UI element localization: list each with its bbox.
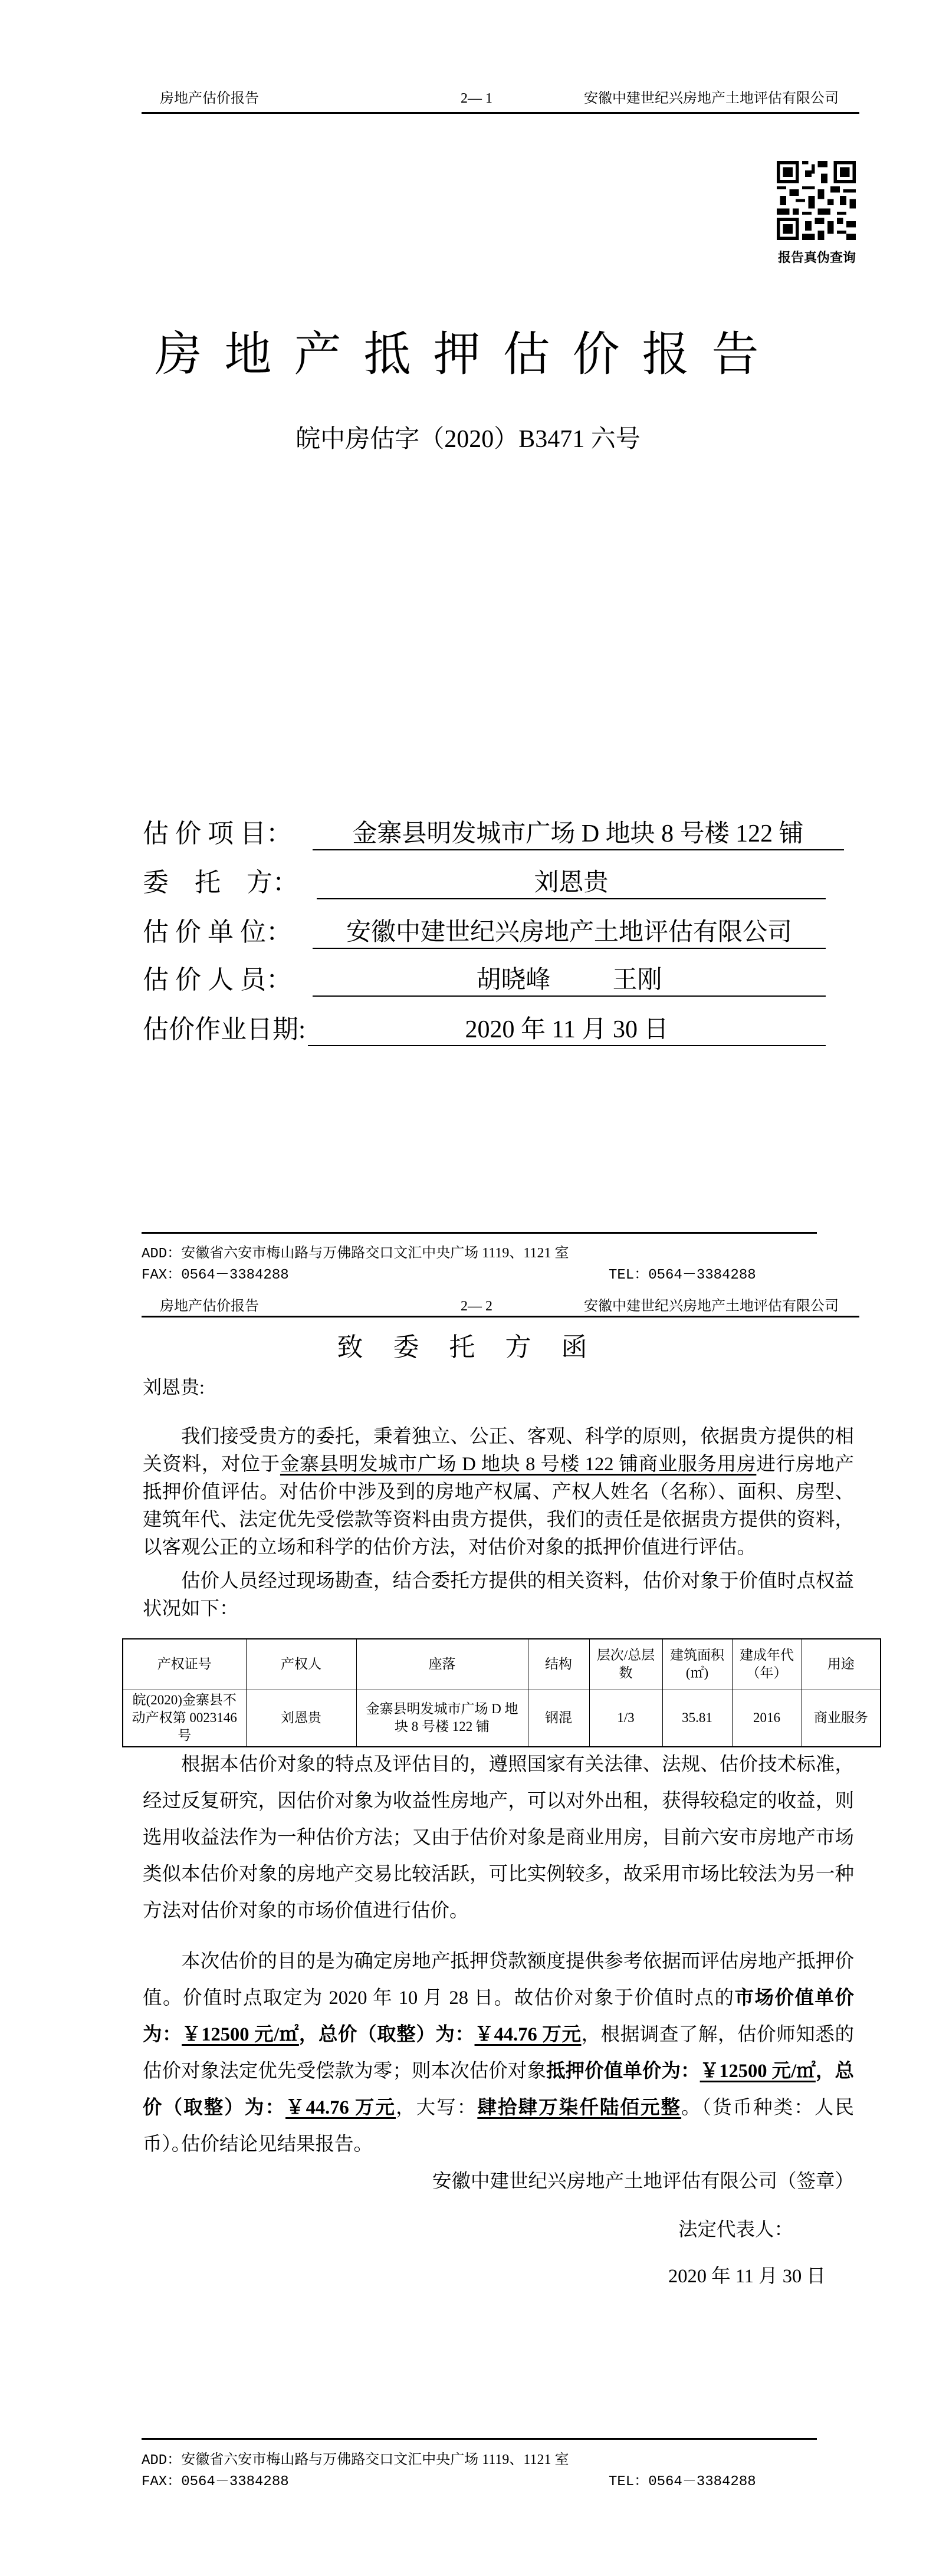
field-label: 估价作业日期: xyxy=(143,1015,306,1044)
footer-tel: TEL：0564－3384288 xyxy=(609,2474,756,2490)
cell: 皖(2020)金寨县不动产权第 0023146 号 xyxy=(123,1690,246,1747)
mortgage-total-price: ￥44.76 万元 xyxy=(285,2097,396,2118)
footer-address-text: 安徽省六安市梅山路与万佛路交口文汇中央广场 1119、1121 室 xyxy=(181,2452,569,2467)
market-unit-price: ￥12500 元/㎡ xyxy=(182,2024,299,2045)
footer-address-text: 安徽省六安市梅山路与万佛路交口文汇中央广场 1119、1121 室 xyxy=(181,1246,569,1261)
header-rule xyxy=(142,1316,859,1317)
amount-in-words: 肆拾肆万柒仟陆佰元整 xyxy=(477,2097,682,2118)
col-header: 层次/总层数 xyxy=(589,1639,662,1690)
letter-title: 致 委 托 方 函 xyxy=(337,1333,599,1362)
letter-paragraph-1 xyxy=(143,1423,854,1562)
page-number: 2— 1 xyxy=(461,91,492,106)
report-title: 房地产抵押估价报告 xyxy=(155,329,781,381)
field-value: 胡晓峰 王刚 xyxy=(476,967,662,994)
text: 。（货币种类：人民币）。 xyxy=(143,2097,854,2155)
col-header: 结构 xyxy=(528,1639,589,1690)
field-value: 刘恩贵 xyxy=(534,869,609,896)
header-left: 房地产估价报告 xyxy=(160,1299,259,1314)
footer-rule xyxy=(142,2438,817,2440)
mortgage-value-label: 抵押价值单价为： xyxy=(546,2061,700,2082)
market-value-label: 市场价值单价为： xyxy=(143,1987,854,2045)
footer-rule xyxy=(142,1232,817,1234)
cell: 2016 xyxy=(732,1690,802,1747)
cell: 1/3 xyxy=(589,1690,662,1747)
field-label: 估 价 项 目： xyxy=(143,819,292,848)
footer-address xyxy=(142,2451,569,2470)
field-underline xyxy=(308,1045,826,1046)
cell: 钢混 xyxy=(528,1690,589,1747)
col-header: 建成年代（年） xyxy=(732,1639,802,1690)
signature-company: 安徽中建世纪兴房地产土地评估有限公司（签章） xyxy=(432,2171,854,2192)
table-row xyxy=(123,1690,881,1747)
footer-fax: FAX：0564－3384288 xyxy=(142,2474,289,2490)
footer-add-label: ADD： xyxy=(142,1246,182,1262)
table-header-row xyxy=(123,1639,881,1690)
field-label: 委 托 方： xyxy=(143,868,298,897)
field-value: 2020 年 11 月 30 日 xyxy=(465,1016,669,1043)
field-underline xyxy=(313,849,844,850)
header-right: 安徽中建世纪兴房地产土地评估有限公司 xyxy=(584,1299,839,1314)
header-rule xyxy=(142,112,859,114)
report-number: 皖中房估字（2020）B3471 六号 xyxy=(295,426,641,453)
field-value: 安徽中建世纪兴房地产土地评估有限公司 xyxy=(346,919,792,946)
cell: 金寨县明发城市广场 D 地块 8 号楼 122 铺 xyxy=(356,1690,528,1747)
header-left: 房地产估价报告 xyxy=(160,91,259,106)
footer-tel: TEL：0564－3384288 xyxy=(609,1267,756,1283)
cell: 刘恩贵 xyxy=(246,1690,356,1747)
footer-add-label: ADD： xyxy=(142,2453,182,2469)
text: 进行房地产抵押价值评估。对估价中涉及到的房地产权属、产权人姓名（名称）、面积、房型、建筑年代、法定优先受偿款等资料由贵方提供，我们的责任是依据贵方提供的资料，以客观公正的立场和科学的估价方法，对估价对象的抵押价值进行评估。 xyxy=(143,1454,854,1558)
cell: 商业服务 xyxy=(802,1690,881,1747)
qr-label: 报告真伪查询 xyxy=(777,250,856,265)
col-header: 座落 xyxy=(356,1639,528,1690)
text: ，总价（取整）为： xyxy=(298,2024,475,2045)
mortgage-unit-price: ￥12500 元/㎡ xyxy=(699,2061,816,2082)
footer-address xyxy=(142,1244,569,1263)
market-total-price: ￥44.76 万元 xyxy=(474,2024,582,2045)
field-underline xyxy=(313,995,826,997)
letter-salutation: 刘恩贵: xyxy=(143,1376,205,1398)
page-number: 2— 2 xyxy=(461,1299,492,1314)
field-label: 估 价 人 员： xyxy=(143,965,292,994)
col-header: 建筑面积(㎡) xyxy=(662,1639,732,1690)
footer-fax: FAX：0564－3384288 xyxy=(142,1267,289,1283)
letter-paragraph-3: 根据本估价对象的特点及评估目的，遵照国家有关法律、法规、估价技术标准，经过反复研究，因估价对象为收益性房地产，可以对外出租，获得较稳定的收益，则选用收益法作为一种估价方法；又由于估价对象是商业用房，目前六安市房地产市场类似本估价对象的房地产交易比较活跃，可比实例较多，故采用市场比较法为另一种方法对估价对象的市场价值进行估价。 xyxy=(143,1754,854,1921)
field-label: 估 价 单 位： xyxy=(143,918,292,947)
letter-date: 2020 年 11 月 30 日 xyxy=(668,2266,826,2287)
field-value: 金寨县明发城市广场 D 地块 8 号楼 122 铺 xyxy=(352,820,804,847)
text: 本次估价的目的是为确定房地产抵押贷款额度提供参考依据而评估房地产抵押价值。价值时点取定为 2020 年 10 月 28 日。故估价对象于价值时点的 xyxy=(143,1951,854,2009)
cell: 35.81 xyxy=(662,1690,732,1747)
field-underline xyxy=(313,948,826,949)
col-header: 产权证号 xyxy=(123,1639,246,1690)
col-header: 用途 xyxy=(802,1639,881,1690)
property-rights-table xyxy=(122,1638,881,1747)
field-underline xyxy=(317,898,826,899)
header-right: 安徽中建世纪兴房地产土地评估有限公司 xyxy=(584,91,839,106)
letter-paragraph-5: 估价结论见结果报告。 xyxy=(181,2134,373,2155)
qr-code-icon[interactable] xyxy=(776,161,856,240)
text: ，总价（取整）为： xyxy=(143,2061,854,2118)
col-header: 产权人 xyxy=(246,1639,356,1690)
property-address: 金寨县明发城市广场 D 地块 8 号楼 122 铺商业服务用房 xyxy=(280,1454,757,1475)
letter-paragraph-2: 估价人员经过现场勘查，结合委托方提供的相关资料，估价对象于价值时点权益状况如下： xyxy=(143,1570,854,1619)
text: ，大写： xyxy=(396,2097,478,2118)
text: 我们接受贵方的委托，秉着独立、公正、客观、科学的原则，依据贵方提供的相关资料，对位于 xyxy=(143,1426,854,1475)
legal-representative: 法定代表人： xyxy=(678,2219,794,2240)
text: ，根据调查了解，估价师知悉的估价对象法定优先受偿款为零；则本次估价对象 xyxy=(143,2024,854,2082)
